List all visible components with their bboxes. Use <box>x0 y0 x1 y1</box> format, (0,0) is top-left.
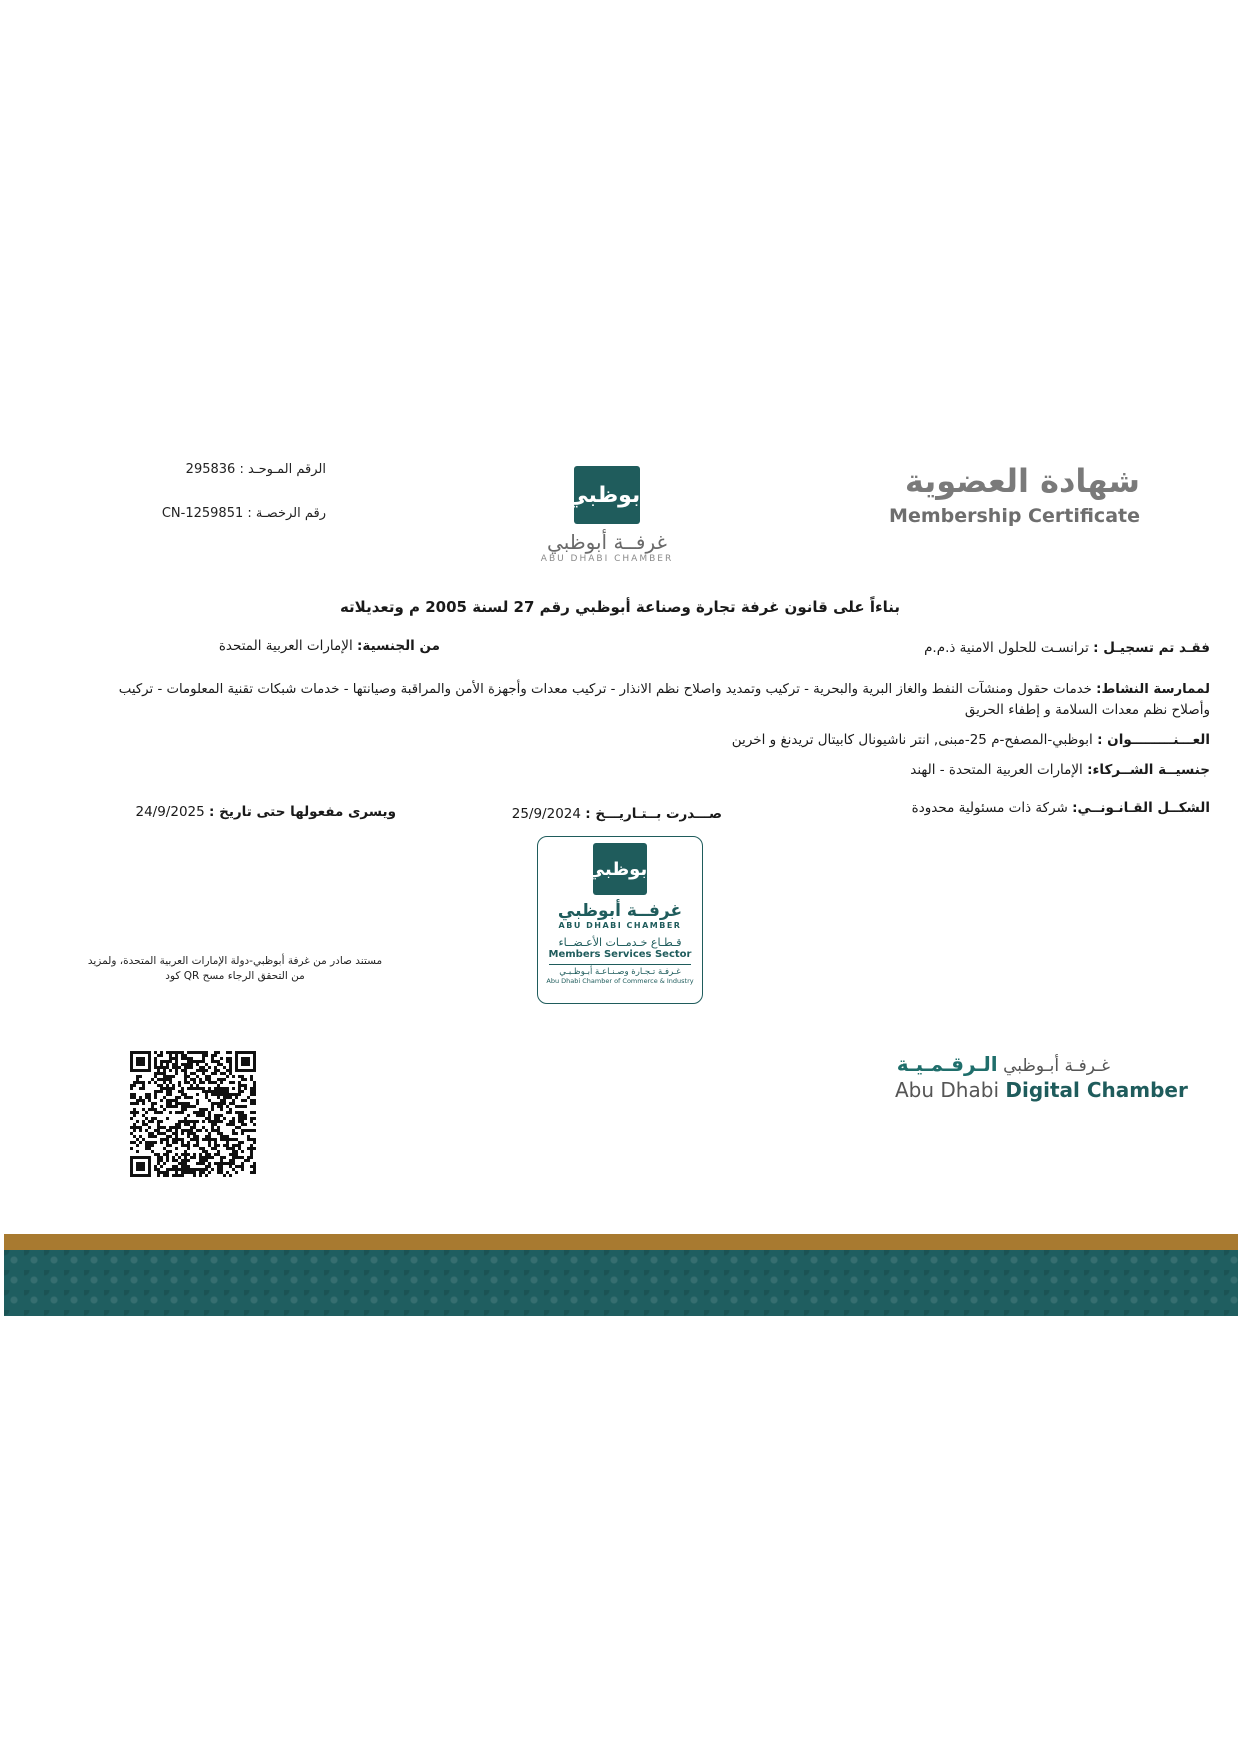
license-number-label: رقم الرخصـة : <box>247 506 326 521</box>
address-row <box>600 732 1210 748</box>
chamber-logo-ar: غرفــة أبوظبي <box>547 530 667 554</box>
activity-row-2 <box>700 702 1210 718</box>
members-services-stamp <box>537 836 703 1004</box>
stamp-title-ar: غرفــة أبوظبي <box>557 901 683 921</box>
nationality-value: الإمارات العربية المتحدة <box>218 638 353 654</box>
registered-label: فقـد تم تسجيـل : <box>1093 640 1210 656</box>
verification-note <box>60 954 410 984</box>
nationality-row <box>150 638 440 654</box>
law-statement: بناءاً على قانون غرفة تجارة وصناعة أبوظبي رقم 27 لسنة 2005 م وتعديلاته <box>339 598 901 616</box>
certificate-title-ar: شهادة العضوية <box>904 462 1140 500</box>
legal-form-label: الشكــل القـانـونــي: <box>1072 800 1210 816</box>
stamp-logo-mark <box>586 843 654 895</box>
chamber-logo <box>522 466 692 564</box>
partners-row <box>700 762 1210 778</box>
digital-chamber-en-prefix: Abu Dhabi <box>895 1078 999 1102</box>
chamber-logo-en: ABU DHABI CHAMBER <box>540 554 674 564</box>
activity-label: لممارسة النشاط: <box>1096 682 1210 697</box>
stamp-title-en: ABU DHABI CHAMBER <box>558 921 682 930</box>
digital-chamber-ar-bold: الـرقـمـيـة <box>896 1052 998 1076</box>
license-number-row <box>140 506 326 521</box>
issued-value: 25/9/2024 <box>511 806 581 822</box>
qr-finder-pattern <box>237 1053 255 1071</box>
legal-form-value: شركة ذات مسئولية محدودة <box>911 800 1068 816</box>
registered-row <box>700 640 1210 656</box>
activity-value-line2: وأصلاح نظم معدات السلامة و إطفاء الحريق <box>964 702 1210 718</box>
digital-chamber-ar-prefix: غـرفـة أبـوظبي <box>1003 1056 1110 1076</box>
stamp-divider <box>549 964 690 965</box>
chamber-logo-mark <box>566 466 648 524</box>
address-value: ابوظبي-المصفح-م 25-مبنى, انتر ناشيونال كابيتال تريدنغ و اخرين <box>731 732 1093 748</box>
verification-note-line2: من التحقق الرجاء مسح QR كود <box>165 970 305 982</box>
footer-band-pattern <box>4 1250 1238 1316</box>
stamp-mark-text: أبوظبي <box>586 858 654 880</box>
verification-note-line1: مستند صادر من غرفة أبوظبي-دولة الإمارات العربية المتحدة، ولمزيد <box>87 955 383 967</box>
stamp-footer-en: Abu Dhabi Chamber of Commerce & Industry <box>546 977 694 985</box>
legal-form-row <box>820 800 1210 816</box>
valid-row <box>110 804 396 820</box>
stamp-footer-ar: غـرفـة تـجـارة وصـنـاعـة أبـوظـبـي <box>559 967 681 977</box>
stamp-sector-ar: قـطـاع خـدمــات الأعـضــاء <box>558 936 682 949</box>
digital-chamber-en-bold: Digital Chamber <box>1005 1078 1188 1102</box>
logo-mark-text: أبوظبي <box>566 482 648 508</box>
digital-chamber-ar <box>890 1052 1110 1076</box>
unified-number-label: الرقم المـوحـد : <box>239 462 326 477</box>
qr-finder-pattern <box>132 1158 150 1176</box>
stamp-sector-en: Members Services Sector <box>548 949 692 960</box>
qr-code[interactable] <box>130 1051 256 1177</box>
partners-value: الإمارات العربية المتحدة - الهند <box>910 762 1083 778</box>
license-number-value: CN-1259851 <box>161 506 244 521</box>
unified-number-value: 295836 <box>185 462 236 477</box>
valid-value: 24/9/2025 <box>135 804 205 820</box>
digital-chamber-en <box>895 1078 1188 1102</box>
address-label: العـــنـــــــــوان : <box>1097 732 1210 748</box>
registered-value: ترانسـت للحلول الامنية ذ.م.م <box>924 640 1089 656</box>
issued-label: صـــدرت بــتـاريـــخ : <box>585 806 722 822</box>
footer-band-gold <box>4 1234 1238 1250</box>
valid-label: ويسرى مفعولها حتى تاريخ : <box>209 804 396 820</box>
unified-number-row <box>150 462 326 477</box>
activity-value-line1: خدمات حقول ومنشآت النفط والغاز البرية والبحرية - تركيب وتمديد واصلاح نظم الانذار - تركيب معدات وأجهزة الأمن والمراقبة وصيانتها - خدمات شبكات تقنية المعلومات - تركيب <box>118 682 1092 697</box>
certificate-title-en: Membership Certificate <box>889 505 1140 527</box>
issued-row <box>460 806 722 822</box>
partners-label: جنسيــة الشــركاء: <box>1087 762 1210 778</box>
activity-row <box>30 682 1210 697</box>
nationality-label: من الجنسية: <box>357 638 440 654</box>
qr-finder-pattern <box>132 1053 150 1071</box>
